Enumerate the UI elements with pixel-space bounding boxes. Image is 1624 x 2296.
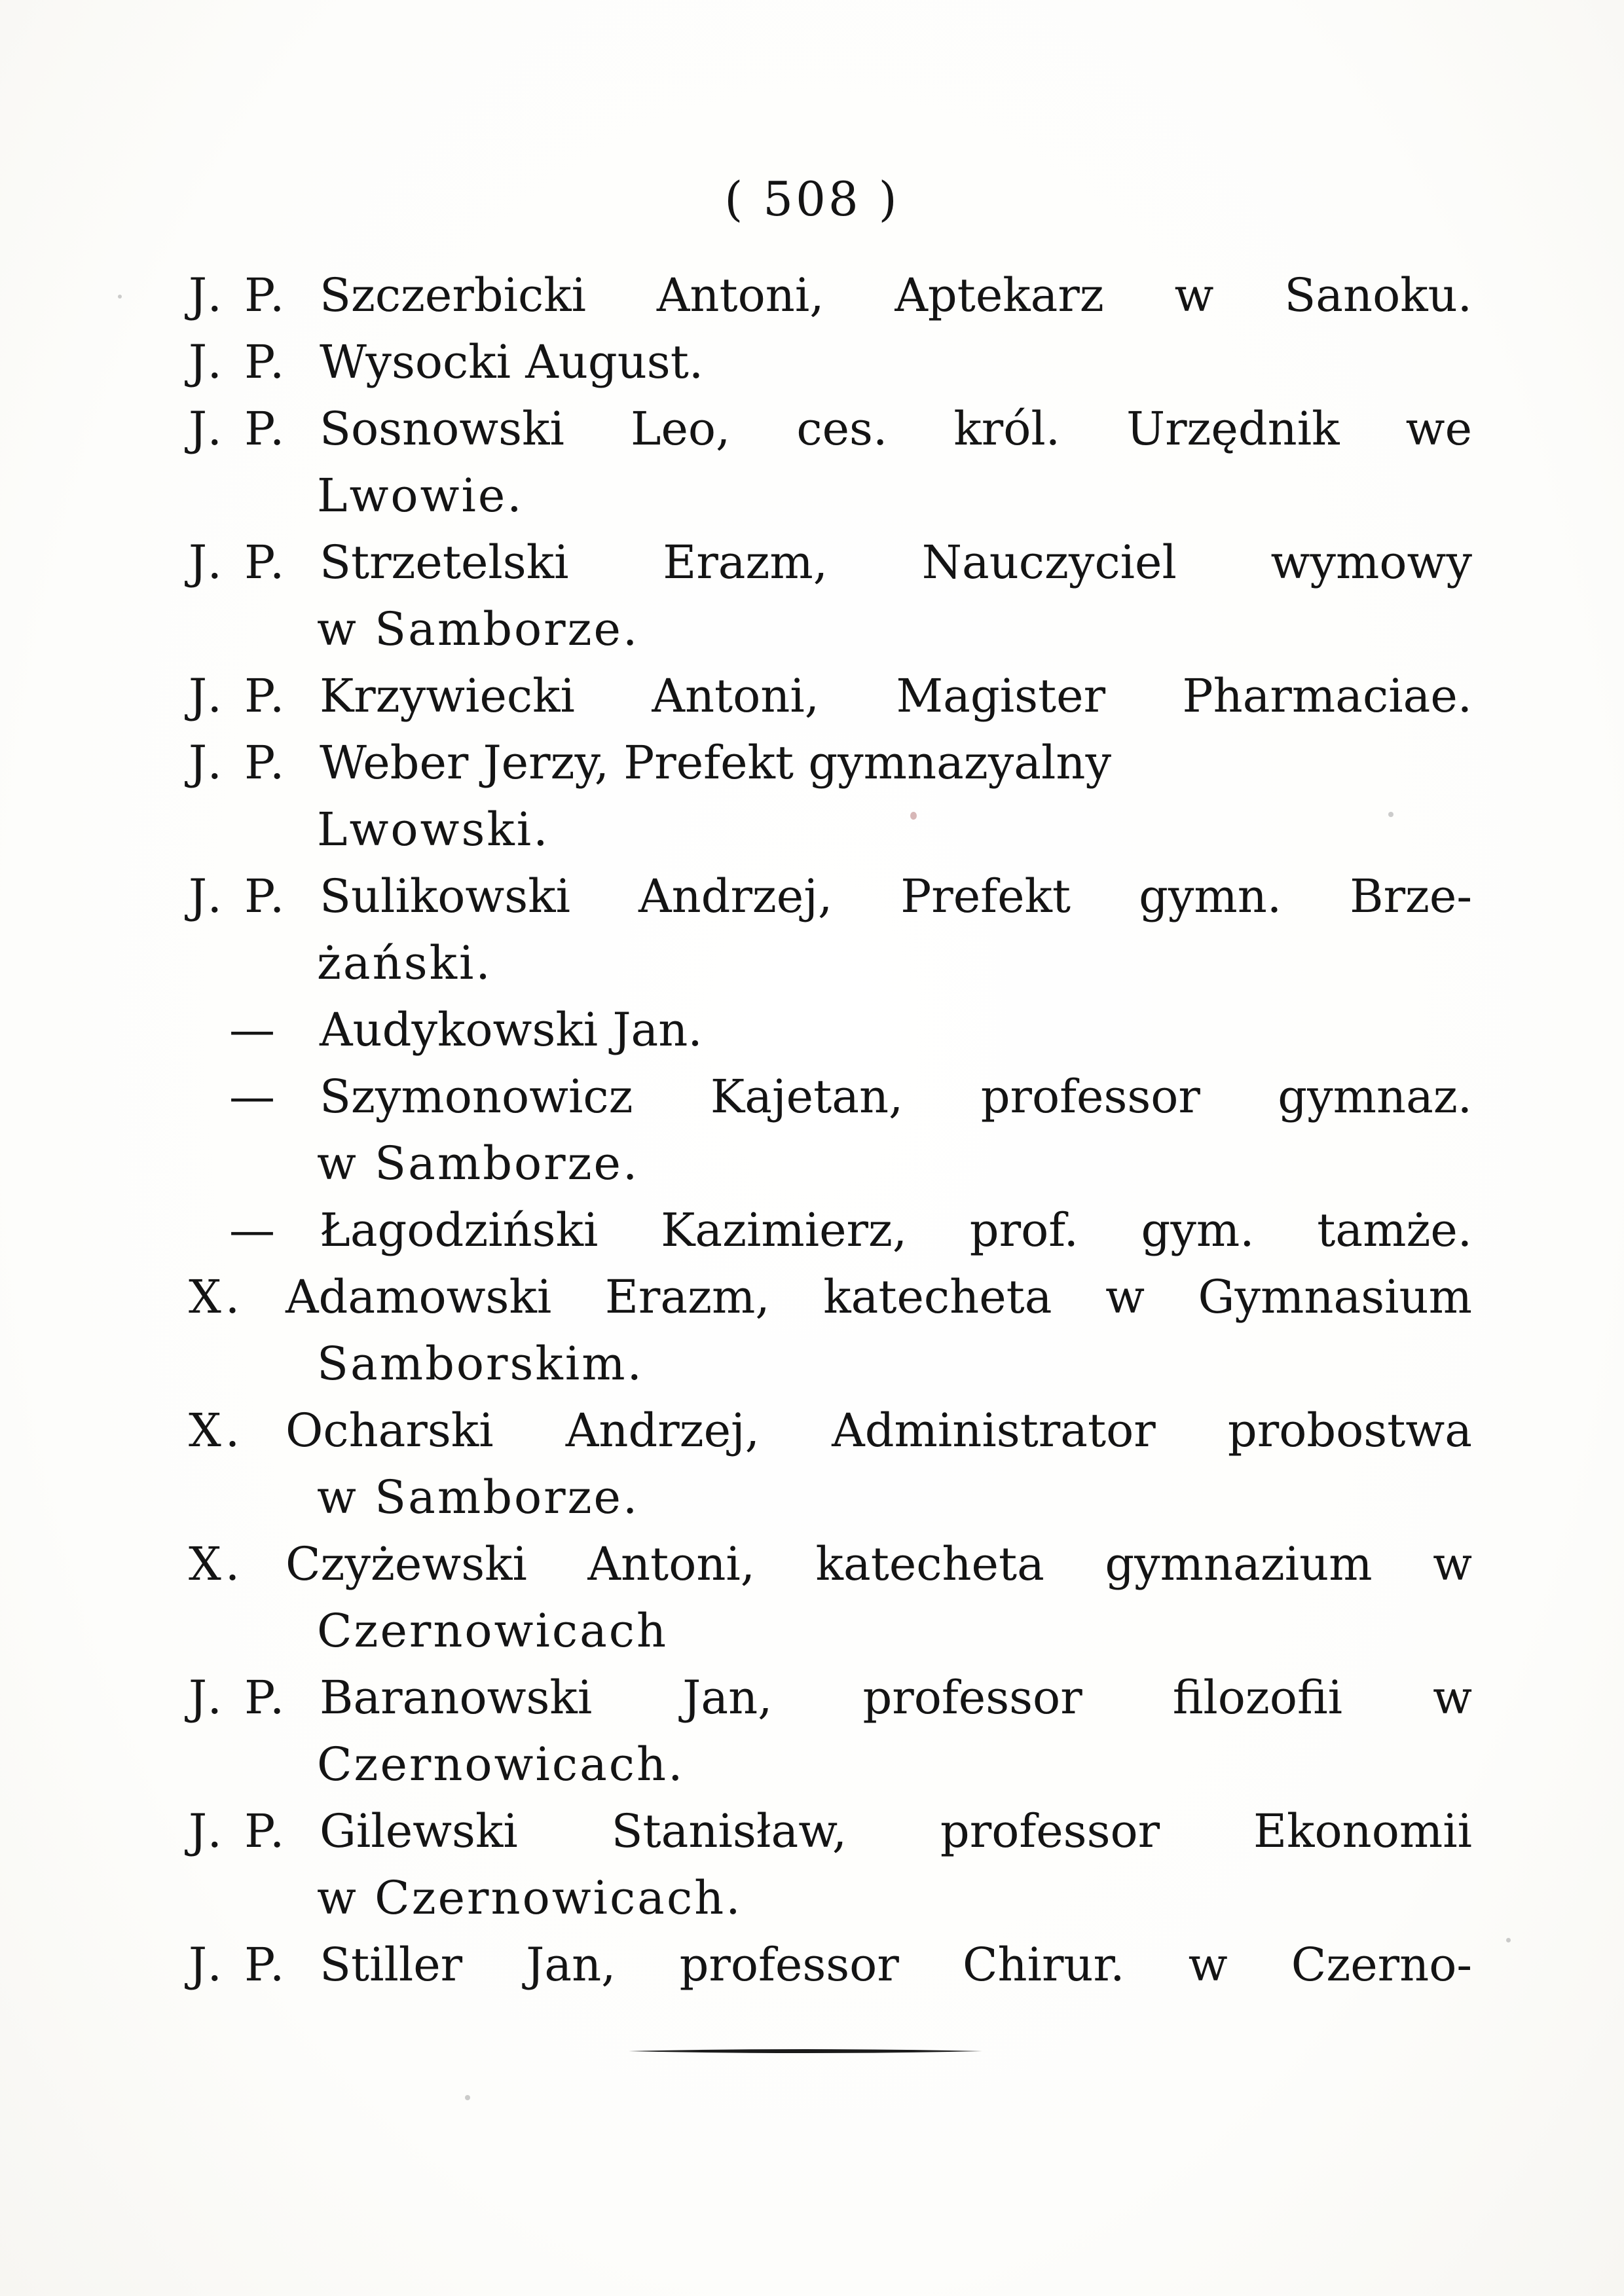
list-item [189, 329, 1472, 395]
entry-text: Sosnowski Leo, ces. król. Urzędnik we [320, 402, 1472, 456]
entry-text: Weber Jerzy, Prefekt gymnazyalny [320, 736, 1112, 790]
entry-dash: — [229, 1070, 279, 1123]
entry-text: Szczerbicki Antoni, Aptekarz w Sanoku. [320, 268, 1472, 322]
entry-continuation: Czernowicach. [317, 1738, 685, 1791]
entry-text: Krzywiecki Antoni, Magister Pharmaciae. [320, 669, 1472, 723]
list-item [189, 1931, 1472, 1998]
paper-speck [1388, 812, 1393, 817]
entry-continuation: Lwowski. [317, 803, 550, 856]
list-item [189, 1197, 1472, 1264]
entry-prefix: J. P. [189, 869, 289, 923]
entry-prefix: J. P. [189, 335, 289, 389]
entry-text: Szymonowicz Kajetan, professor gymnaz. [320, 1070, 1472, 1123]
entry-prefix: X. [189, 1270, 244, 1324]
list-item [189, 262, 1472, 329]
paper-speck [910, 812, 917, 820]
list-item [189, 663, 1472, 729]
entry-dash: — [229, 1203, 279, 1257]
list-item [189, 863, 1472, 996]
entry-prefix: J. P. [189, 1804, 289, 1858]
paper-speck [1506, 1938, 1511, 1942]
entry-prefix: J. P. [189, 736, 289, 790]
list-item [189, 1798, 1472, 1931]
entry-text: Audykowski Jan. [320, 1003, 703, 1057]
entry-list [189, 262, 1472, 1998]
list-item [189, 1063, 1472, 1197]
list-item [189, 729, 1472, 863]
entry-continuation: Samborskim. [317, 1337, 644, 1391]
entry-text: Stiller Jan, professor Chirur. w Czerno- [320, 1938, 1472, 1992]
list-item [189, 1397, 1472, 1531]
entry-text: Baranowski Jan, professor filozofii w [320, 1671, 1472, 1724]
entry-text: Gilewski Stanisław, professor Ekonomii [320, 1804, 1472, 1858]
entry-continuation: żański. [317, 936, 492, 990]
list-item [189, 1531, 1472, 1664]
entry-prefix: J. P. [189, 536, 289, 589]
entry-prefix: J. P. [189, 669, 289, 723]
entry-text: Ocharski Andrzej, Administrator probostwa [286, 1404, 1472, 1457]
list-item [189, 996, 1472, 1063]
paper-speck [465, 2095, 470, 2100]
entry-prefix: J. P. [189, 1671, 289, 1724]
entry-prefix: X. [189, 1537, 244, 1591]
list-item [189, 1664, 1472, 1798]
end-rule [629, 2048, 982, 2054]
entry-continuation: w Samborze. [317, 1137, 640, 1190]
list-item [189, 529, 1472, 663]
entry-dash: — [229, 1003, 279, 1057]
entry-text: Wysocki August. [320, 335, 704, 389]
entry-text: Czyżewski Antoni, katecheta gymnazium w [286, 1537, 1472, 1591]
entry-prefix: J. P. [189, 1938, 289, 1992]
paper-speck [118, 295, 122, 299]
entry-text: Łagodziński Kazimierz, prof. gym. tamże. [320, 1203, 1472, 1257]
entry-text: Sulikowski Andrzej, Prefekt gymn. Brze- [320, 869, 1472, 923]
entry-prefix: J. P. [189, 402, 289, 456]
entry-continuation: w Czernowicach. [317, 1871, 743, 1925]
list-item [189, 395, 1472, 529]
entry-text: Strzetelski Erazm, Nauczyciel wymowy [320, 536, 1472, 589]
entry-continuation: Lwowie. [317, 469, 524, 522]
list-item [189, 1264, 1472, 1397]
entry-continuation: w Samborze. [317, 602, 640, 656]
entry-prefix: J. P. [189, 268, 289, 322]
entry-continuation: Czernowicach [317, 1604, 669, 1658]
entry-continuation: w Samborze. [317, 1470, 640, 1524]
entry-prefix: X. [189, 1404, 244, 1457]
page-number: ( 508 ) [724, 172, 900, 227]
entry-text: Adamowski Erazm, katecheta w Gymnasium [286, 1270, 1472, 1324]
